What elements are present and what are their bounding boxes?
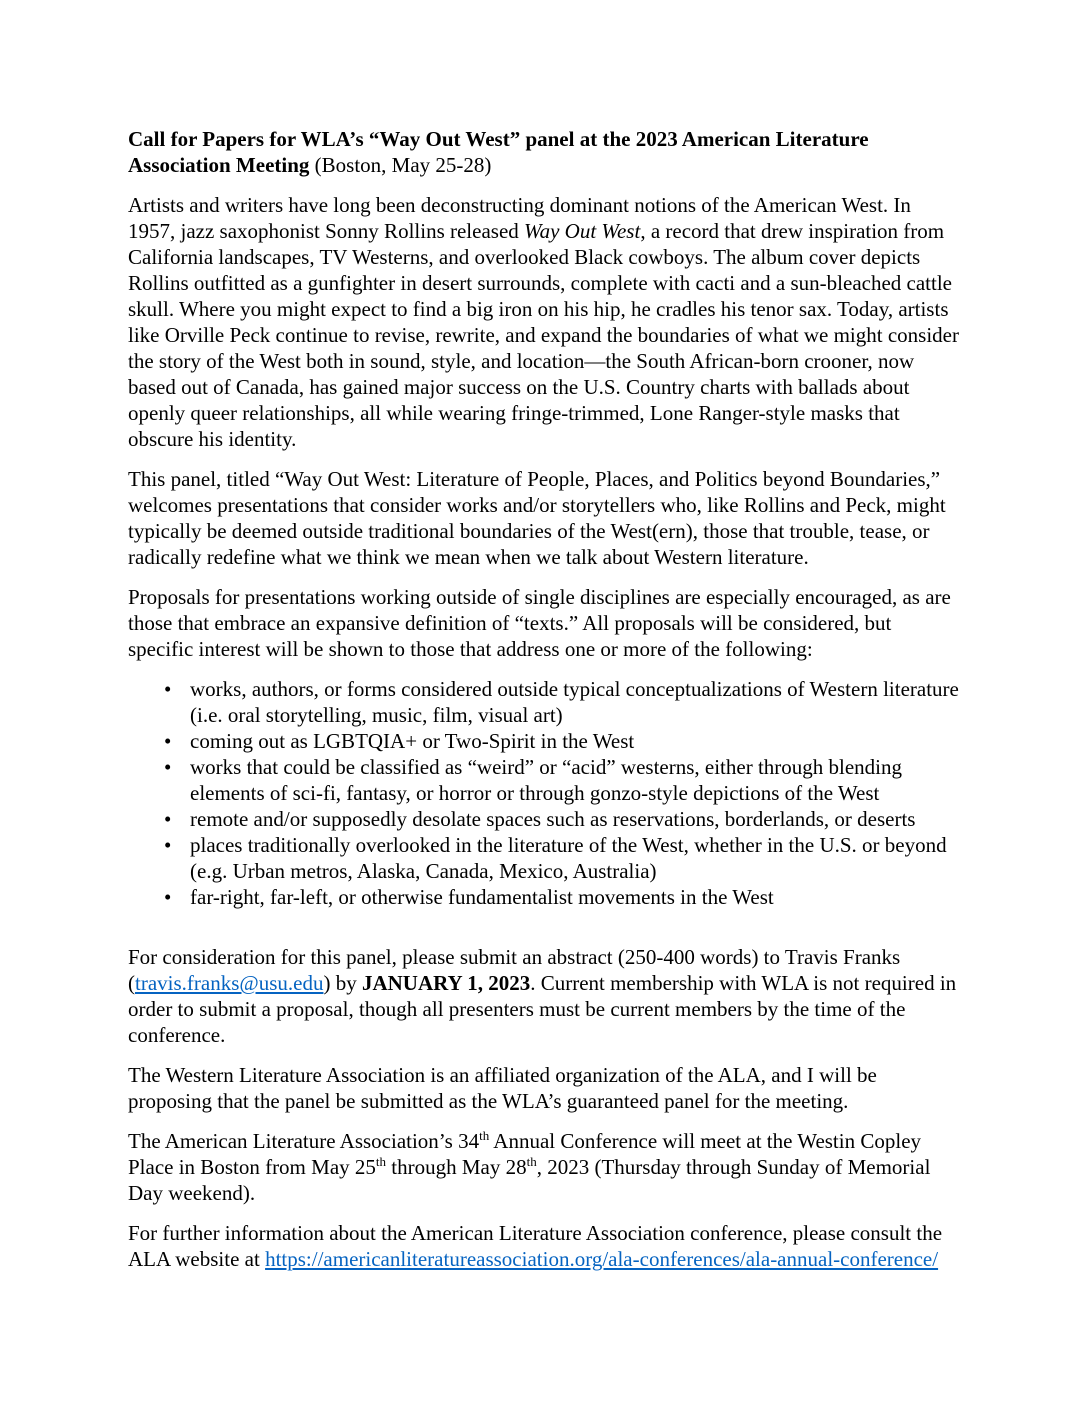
conference-text-4: , 2023 (Thursday through Sunday of Memorial Day weekend).: [128, 1155, 931, 1205]
paragraph-proposals: Proposals for presentations working outside of single disciplines are especially encouraged, as are those that embrace an expansive definition of “texts.” All proposals will be considered, but specific interest will be shown to those that address one or more of the following:: [128, 585, 951, 661]
ordinal-suffix: th: [375, 1154, 387, 1169]
topics-list: [128, 676, 960, 910]
topic-item: • places traditionally overlooked in the literature of the West, whether in the U.S. or beyond (e.g. Urban metros, Alaska, Canada, Mexico, Australia): [128, 832, 960, 884]
paragraph-conference: [128, 1128, 960, 1206]
paragraph-further-info: [128, 1220, 960, 1272]
topic-item: • far-right, far-left, or otherwise fundamentalist movements in the West: [128, 884, 960, 910]
submission-text-mid: ) by: [323, 971, 362, 995]
topic-item: • works that could be classified as “weird” or “acid” westerns, either through blending elements of sci-fi, fantasy, or horror or through gonzo-style depictions of the West: [128, 754, 960, 806]
ordinal-suffix: th: [526, 1154, 537, 1169]
title-bold-text: Call for Papers for WLA’s “Way Out West” panel at the 2023 American Literature Association Meeting: [128, 127, 869, 177]
document-title: [128, 126, 960, 178]
topic-item: • coming out as LGBTQIA+ or Two-Spirit in the West: [128, 728, 960, 754]
deadline-bold-text: JANUARY 1, 2023: [361, 971, 531, 995]
album-title-italic: Way Out West: [524, 219, 641, 243]
ordinal-suffix: th: [479, 1128, 490, 1143]
submission-text-start: For consideration for this panel, please submit an abstract (250-400 words) to Travis Franks (: [128, 945, 901, 995]
paragraph-panel: This panel, titled “Way Out West: Literature of People, Places, and Politics beyond Boundaries,” welcomes presentations that consider works and/or storytellers who, like Rollins and Peck, might typically be deemed outside traditional boundaries of the West(ern), those that trouble, tease, or radically redefine what we think we mean when we talk about Western literature.: [128, 467, 946, 569]
intro-text-end: , a record that drew inspiration from California landscapes, TV Westerns, and overlooked Black cowboys. The album cover depicts Rollins outfitted as a gunfighter in desert surrounds, complete with cacti and a sun-bleached cattle skull. Where you might expect to find a big iron on his hip, he cradles his tenor sax. Today, artists like Orville Peck continue to revise, rewrite, and expand the boundaries of what we might consider the story of the West both in sound, style, and location—the South African-born crooner, now based out of Canada, has gained major success on the U.S. Country charts with ballads about openly queer relationships, all while wearing fringe-trimmed, Lone Ranger-style masks that obscure his identity.: [128, 219, 959, 451]
paragraph-wla: The Western Literature Association is an affiliated organization of the ALA, and I will be proposing that the panel be submitted as the WLA’s guaranteed panel for the meeting.: [128, 1063, 877, 1113]
further-info-text: For further information about the American Literature Association conference, please consult the ALA website at: [128, 1221, 943, 1271]
conference-text-2: Annual Conference will meet at the Westin Copley Place in Boston from May 25: [128, 1129, 922, 1179]
topic-item: • works, authors, or forms considered outside typical conceptualizations of Western literature (i.e. oral storytelling, music, film, visual art): [128, 676, 960, 728]
submission-text-end: . Current membership with WLA is not required in order to submit a proposal, though all presenters must be current members by the time of the conference.: [128, 971, 957, 1047]
topic-item: • remote and/or supposedly desolate spaces such as reservations, borderlands, or deserts: [128, 806, 960, 832]
conference-text-1: The American Literature Association’s 34: [128, 1129, 480, 1153]
conference-text-3: through May 28: [386, 1155, 527, 1179]
title-regular-text: (Boston, May 25-28): [309, 153, 492, 177]
ala-conference-link[interactable]: https://americanliteratureassociation.org/ala-conferences/ala-annual-conference/: [265, 1247, 939, 1271]
intro-text-start: Artists and writers have long been deconstructing dominant notions of the American West. In 1957, jazz saxophonist Sonny Rollins released: [128, 193, 911, 243]
paragraph-intro: [128, 192, 960, 452]
paragraph-submission: [128, 944, 960, 1048]
email-link[interactable]: travis.franks@usu.edu: [135, 971, 324, 995]
